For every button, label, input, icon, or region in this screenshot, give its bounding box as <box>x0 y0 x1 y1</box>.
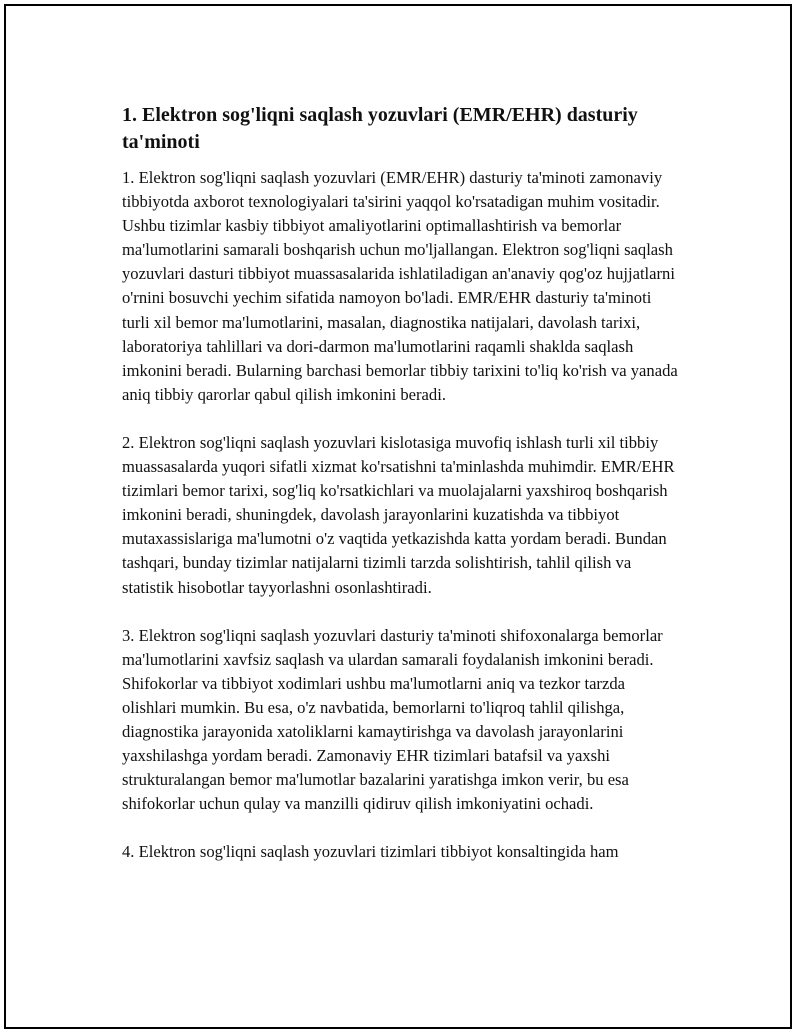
paragraph-1: 1. Elektron sog'liqni saqlash yozuvlari (EMR/EHR) dasturiy ta'minoti zamonaviy tibbiyotda axborot texnologiyalari ta'sirini yaqqol ko'rsatadigan muhim vositadir. Ushbu tizimlar kasbiy tibbiyot amaliyotlarini optimallashtirish va bemorlar ma'lumotlarini samarali boshqarish uchun mo'ljallangan. Elektron sog'liqni saqlash yozuvlari dasturi tibbiyot muassasalarida ishlatiladigan an'anaviy qog'oz hujjatlarni o'rnini bosuvchi yechim sifatida namoyon bo'ladi. EMR/EHR dasturiy ta'minoti turli xil bemor ma'lumotlarini, masalan, diagnostika natijalari, davolash tarixi, laboratoriya tahlillari va dori-darmon ma'lumotlarini raqamli shaklda saqlash imkonini beradi. Bularning barchasi bemorlar tibbiy tarixini to'liq ko'rish va yanada aniq tibbiy qarorlar qabul qilish imkonini beradi. <box>122 168 678 404</box>
document-title: 1. Elektron sog'liqni saqlash yozuvlari (EMR/EHR) dasturiy ta'minoti <box>122 104 638 153</box>
paragraph-4: 4. Elektron sog'liqni saqlash yozuvlari tizimlari tibbiyot konsaltingida ham <box>122 842 619 862</box>
paragraph-2: 2. Elektron sog'liqni saqlash yozuvlari kislotasiga muvofiq ishlash turli xil tibbiy muassasalarda yuqori sifatli xizmat ko'rsatishni ta'minlashda muhimdir. EMR/EHR tizimlari bemor tarixi, sog'liq ko'rsatkichlari va muolajalarni yaxshiroq boshqarish imkonini beradi, shuningdek, davolash jarayonlarini kuzatishda va tibbiyot mutaxassislariga ma'lumotni o'z vaqtida yetkazishda katta yordam beradi. Bundan tashqari, bunday tizimlar natijalarni tizimli tarzda solishtirish, tahlil qilish va statistik hisobotlar tayyorlashni osonlashtiradi. <box>122 432 675 597</box>
document-body <box>122 102 682 888</box>
page-frame <box>4 4 792 1029</box>
paragraph-3: 3. Elektron sog'liqni saqlash yozuvlari dasturiy ta'minoti shifoxonalarga bemorlar ma'lumotlarini xavfsiz saqlash va ulardan samarali foydalanish imkonini beradi. Shifokorlar va tibbiyot xodimlari ushbu ma'lumotlarni aniq va tezkor tarzda olishlari mumkin. Bu esa, o'z navbatida, bemorlarni to'liqroq tahlil qilishga, diagnostika jarayonida xatoliklarni kamaytirishga va davolash jarayonlarini yaxshilashga yordam beradi. Zamonaviy EHR tizimlari batafsil va yaxshi strukturalangan bemor ma'lumotlar bazalarini yaratishga imkon verir, bu esa shifokorlar uchun qulay va manzilli qidiruv qilish imkoniyatini ochadi. <box>122 625 663 814</box>
